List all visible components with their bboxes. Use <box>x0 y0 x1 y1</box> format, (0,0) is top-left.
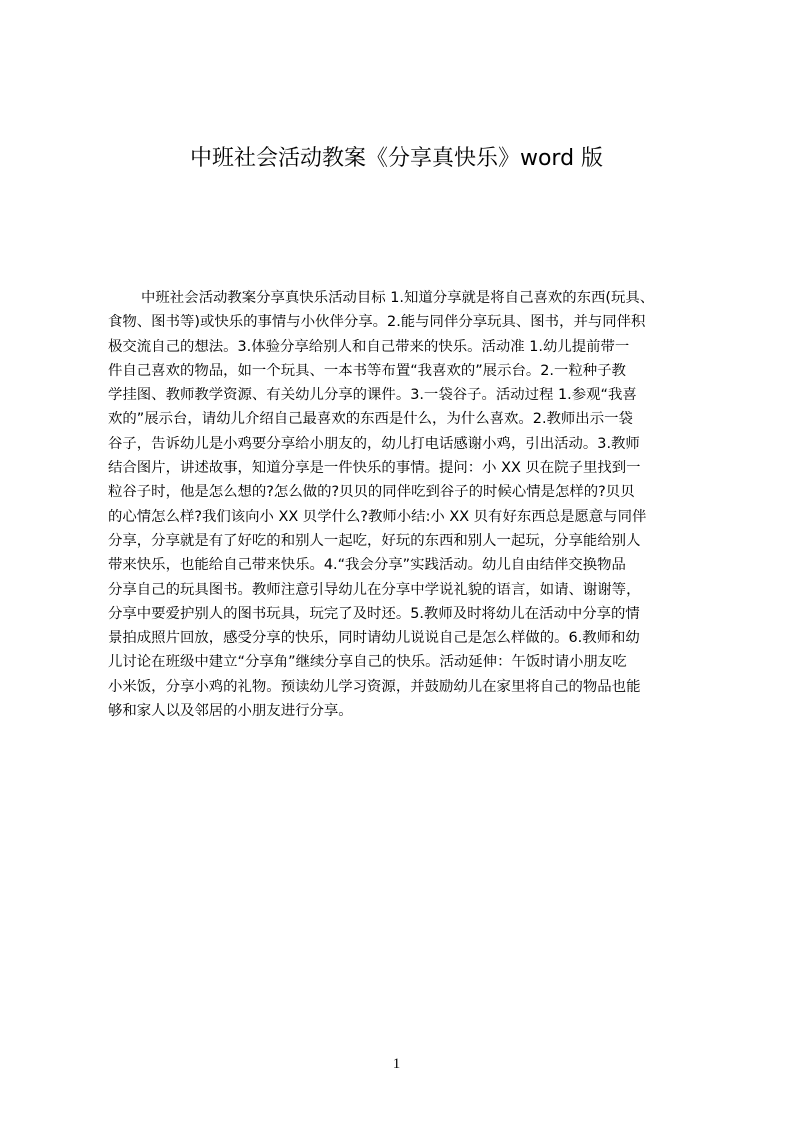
body-line: 学挂图、教师教学资源、有关幼儿分享的课件。3.一袋谷子。活动过程 1.参观“我喜 <box>108 387 637 404</box>
body-line: 小米饭，分享小鸡的礼物。预读幼儿学习资源，并鼓励幼儿在家里将自己的物品也能 <box>108 678 641 695</box>
body-line: 粒谷子时，他是怎么想的?怎么做的?贝贝的同伴吃到谷子的时候心情是怎样的?贝贝 <box>108 484 635 501</box>
body-line: 结合图片，讲述故事，知道分享是一件快乐的事情。提问：小 XX 贝在院子里找到一 <box>108 460 641 477</box>
body-line: 分享，分享就是有了好吃的和别人一起吃，好玩的东西和别人一起玩，分享能给别人 <box>108 532 641 549</box>
body-line: 儿讨论在班级中建立“分享角”继续分享自己的快乐。活动延伸：午饭时请小朋友吃 <box>108 654 627 671</box>
body-line: 食物、图书等)或快乐的事情与小伙伴分享。2.能与同伴分享玩具、图书，并与同伴积 <box>108 314 646 331</box>
body-line: 件自己喜欢的物品，如一个玩具、一本书等布置“我喜欢的”展示台。2.一粒种子教 <box>108 362 626 379</box>
body-line: 极交流自己的想法。3.体验分享给别人和自己带来的快乐。活动准 1.幼儿提前带一 <box>108 338 630 355</box>
body-line: 谷子，告诉幼儿是小鸡要分享给小朋友的，幼儿打电话感谢小鸡，引出活动。3.教师 <box>108 435 640 452</box>
body-line: 中班社会活动教案分享真快乐活动目标 1.知道分享就是将自己喜欢的东西(玩具、 <box>141 290 655 306</box>
body-line: 景拍成照片回放，感受分享的快乐，同时请幼儿说说自己是怎么样做的。6.教师和幼 <box>108 630 640 647</box>
document-body <box>108 286 698 723</box>
body-line: 带来快乐，也能给自己带来快乐。4.“我会分享”实践活动。幼儿自由结伴交换物品 <box>108 557 626 574</box>
page-number: 1 <box>392 1056 401 1072</box>
body-line: 的心情怎么样?我们该向小 XX 贝学什么?教师小结:小 XX 贝有好东西总是愿意与同伴 <box>108 508 647 525</box>
body-line: 分享中要爱护别人的图书玩具，玩完了及时还。5.教师及时将幼儿在活动中分享的情 <box>108 605 640 622</box>
body-line: 够和家人以及邻居的小朋友进行分享。 <box>108 703 353 720</box>
document-title: 中班社会活动教案《分享真快乐》word 版 <box>189 146 604 171</box>
body-line: 分享自己的玩具图书。教师注意引导幼儿在分享中学说礼貌的语言，如请、谢谢等， <box>108 581 641 598</box>
body-line: 欢的”展示台，请幼儿介绍自己最喜欢的东西是什么，为什么喜欢。2.教师出示一袋 <box>108 411 633 428</box>
